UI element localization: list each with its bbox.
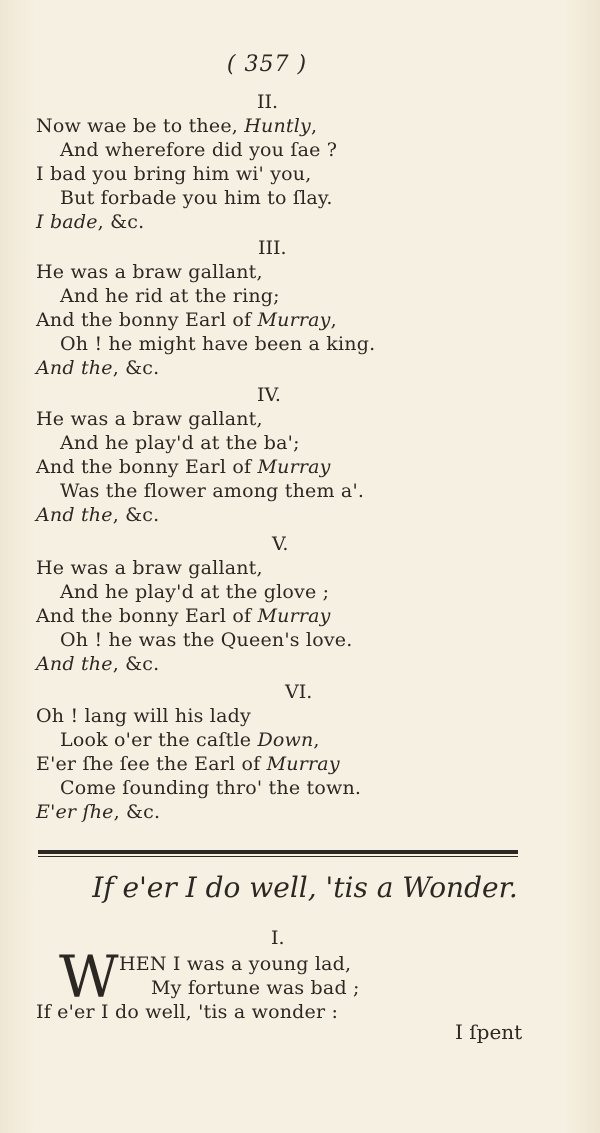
verse-line: And he rid at the ring; bbox=[60, 285, 280, 307]
page-number: ( 357 ) bbox=[226, 52, 308, 77]
stanza-number: V. bbox=[272, 533, 289, 555]
section-divider bbox=[38, 850, 518, 854]
verse-line: My fortune was bad ; bbox=[151, 977, 360, 999]
verse-line: And he play'd at the ba'; bbox=[60, 432, 300, 454]
verse-line: Oh ! lang will his lady bbox=[36, 705, 251, 727]
verse-line: And the bonny Earl of Murray bbox=[36, 605, 331, 627]
verse-line: Was the flower among them a'. bbox=[60, 480, 365, 502]
verse-line: He was a braw gallant, bbox=[36, 408, 263, 430]
refrain-line: E'er ſhe, &c. bbox=[36, 801, 161, 823]
verse-line: E'er ſhe ſee the Earl of Murray bbox=[36, 753, 340, 775]
refrain-line: And the, &c. bbox=[36, 504, 160, 526]
drop-cap: W bbox=[59, 943, 119, 1011]
verse-line: HEN I was a young lad, bbox=[119, 953, 352, 975]
verse-line: He was a braw gallant, bbox=[36, 261, 263, 283]
verse-line: But forbade you him to ſlay. bbox=[60, 187, 333, 209]
verse-line: And he play'd at the glove ; bbox=[60, 581, 330, 603]
section-divider-thin bbox=[38, 856, 518, 857]
verse-line: Come ſounding thro' the town. bbox=[60, 777, 362, 799]
song-title: If e'er I do well, 'tis a Wonder. bbox=[92, 871, 518, 904]
verse-line: Look o'er the caſtle Down, bbox=[60, 729, 320, 751]
stanza-number: VI. bbox=[285, 681, 313, 703]
stanza-number: I. bbox=[271, 927, 285, 949]
verse-line: Oh ! he might have been a king. bbox=[60, 333, 376, 355]
catchword: I ſpent bbox=[455, 1020, 523, 1044]
verse-line: And the bonny Earl of Murray, bbox=[36, 309, 337, 331]
refrain-line: And the, &c. bbox=[36, 357, 160, 379]
verse-line: And the bonny Earl of Murray bbox=[36, 456, 331, 478]
verse-line: And wherefore did you ſae ? bbox=[60, 139, 338, 161]
verse-line: Oh ! he was the Queen's love. bbox=[60, 629, 353, 651]
refrain-line: And the, &c. bbox=[36, 653, 160, 675]
stanza-number: II. bbox=[257, 91, 279, 113]
verse-line: I bad you bring him wi' you, bbox=[36, 163, 312, 185]
stanza-number: IV. bbox=[257, 384, 281, 406]
refrain-line: I bade, &c. bbox=[36, 211, 145, 233]
verse-line: He was a braw gallant, bbox=[36, 557, 263, 579]
stanza-number: III. bbox=[258, 237, 287, 259]
verse-line: Now wae be to thee, Huntly, bbox=[36, 115, 318, 137]
verse-line: If e'er I do well, 'tis a wonder : bbox=[36, 1001, 339, 1023]
